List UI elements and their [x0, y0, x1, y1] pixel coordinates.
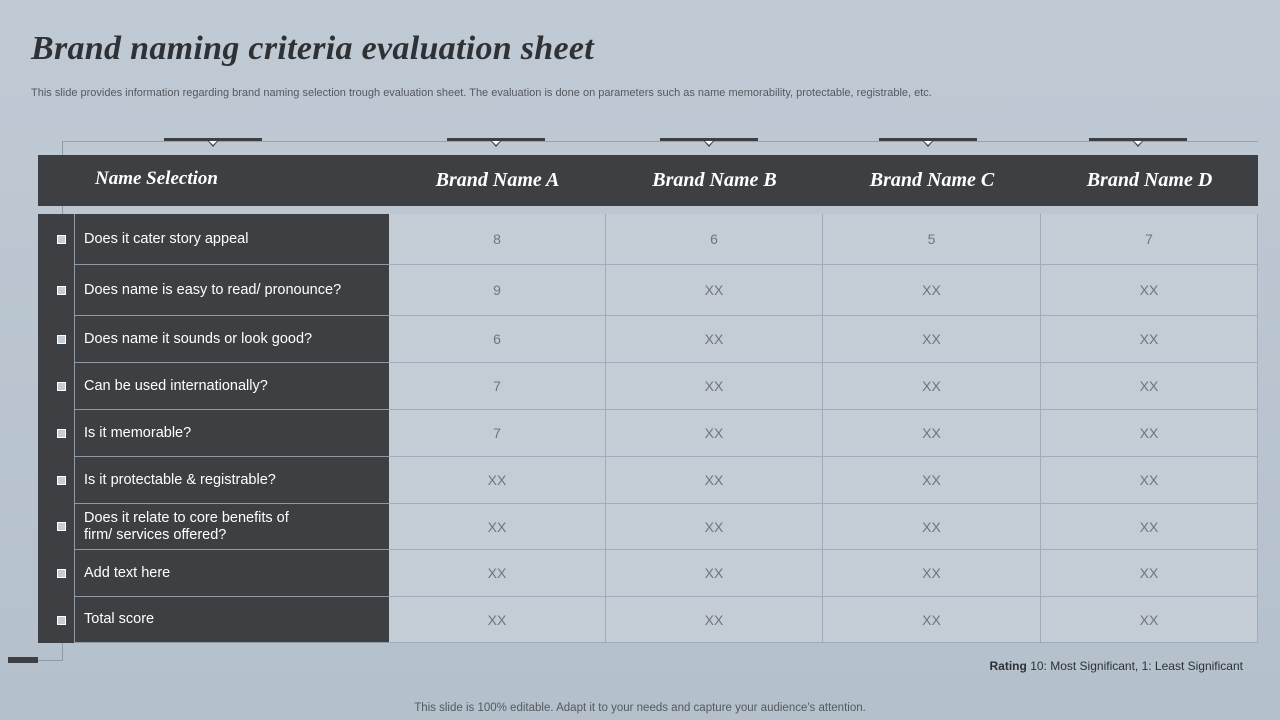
score-cell-brand-d: XX	[1041, 504, 1258, 550]
score-cell-brand-c: XX	[823, 316, 1041, 363]
connector-line-top	[62, 141, 1258, 142]
score-cell-brand-c: XX	[823, 457, 1041, 504]
table-row	[74, 597, 1258, 643]
score-cell-brand-b: XX	[606, 410, 823, 457]
score-cell-brand-b: 6	[606, 214, 823, 265]
score-cell-brand-b: XX	[606, 457, 823, 504]
score-cell-brand-a: XX	[389, 550, 606, 597]
row-bullet-icon	[57, 616, 66, 625]
criteria-label: Can be used internationally?	[74, 363, 389, 410]
column-marker-brand-b	[660, 138, 758, 141]
header-brand-b: Brand Name B	[652, 169, 777, 191]
row-bullet-icon	[57, 429, 66, 438]
score-cell-brand-a: XX	[389, 597, 606, 643]
score-cell-brand-b: XX	[606, 550, 823, 597]
score-cell-brand-a: 8	[389, 214, 606, 265]
score-cell-brand-a: 6	[389, 316, 606, 363]
marker-arrow-icon	[490, 140, 502, 147]
header-brand-a: Brand Name A	[435, 169, 560, 191]
page-title: Brand naming criteria evaluation sheet	[31, 30, 595, 67]
corner-accent-bar	[8, 657, 38, 663]
marker-arrow-icon	[703, 140, 715, 147]
criteria-label: Does name is easy to read/ pronounce?	[74, 265, 389, 316]
criteria-label: Does name it sounds or look good?	[74, 316, 389, 363]
score-cell-brand-d: XX	[1041, 457, 1258, 504]
criteria-label: Does it relate to core benefits of firm/ services offered?	[74, 504, 389, 550]
score-cell-brand-d: XX	[1041, 597, 1258, 643]
rating-text: 10: Most Significant, 1: Least Significant	[1030, 659, 1243, 673]
table-row	[74, 410, 1258, 457]
header-brand-d: Brand Name D	[1086, 169, 1213, 191]
criteria-label: Does it cater story appeal	[74, 214, 389, 265]
score-cell-brand-c: XX	[823, 597, 1041, 643]
score-cell-brand-a: 9	[389, 265, 606, 316]
score-cell-brand-d: XX	[1041, 316, 1258, 363]
column-marker-brand-c	[879, 138, 977, 141]
score-cell-brand-a: XX	[389, 504, 606, 550]
row-bullet-icon	[57, 476, 66, 485]
score-cell-brand-c: XX	[823, 265, 1041, 316]
score-cell-brand-c: 5	[823, 214, 1041, 265]
criteria-label: Is it memorable?	[74, 410, 389, 457]
score-cell-brand-d: XX	[1041, 363, 1258, 410]
header-name-selection: Name Selection	[95, 168, 218, 189]
row-bullet-icon	[57, 569, 66, 578]
score-cell-brand-b: XX	[606, 363, 823, 410]
score-cell-brand-d: XX	[1041, 410, 1258, 457]
score-cell-brand-c: XX	[823, 410, 1041, 457]
score-cell-brand-c: XX	[823, 550, 1041, 597]
criteria-label: Is it protectable & registrable?	[74, 457, 389, 504]
table-row	[74, 316, 1258, 363]
score-cell-brand-d: 7	[1041, 214, 1258, 265]
score-cell-brand-d: XX	[1041, 550, 1258, 597]
score-cell-brand-b: XX	[606, 504, 823, 550]
table-row	[74, 214, 1258, 265]
score-cell-brand-a: 7	[389, 363, 606, 410]
score-cell-brand-b: XX	[606, 265, 823, 316]
criteria-label: Total score	[74, 597, 389, 643]
criteria-label: Add text here	[74, 550, 389, 597]
score-cell-brand-a: 7	[389, 410, 606, 457]
score-cell-brand-b: XX	[606, 597, 823, 643]
connector-line-bottom	[38, 660, 63, 661]
row-bullet-icon	[57, 335, 66, 344]
score-cell-brand-a: XX	[389, 457, 606, 504]
table-row	[74, 504, 1258, 550]
column-marker-brand-a	[447, 138, 545, 141]
row-bullet-icon	[57, 382, 66, 391]
score-cell-brand-c: XX	[823, 504, 1041, 550]
page-subtitle: This slide provides information regarding brand naming selection trough evaluation sheet. The evaluation is done on parameters such as name memorability, protectable, registrable, etc.	[31, 87, 932, 99]
table-left-strip	[38, 214, 74, 643]
rating-legend	[990, 659, 1243, 673]
table-row	[74, 363, 1258, 410]
table-row	[74, 265, 1258, 316]
table-row	[74, 457, 1258, 504]
row-bullet-icon	[57, 522, 66, 531]
column-marker-brand-d	[1089, 138, 1187, 141]
column-marker-name-selection	[164, 138, 262, 141]
table-header	[38, 155, 1258, 206]
score-cell-brand-d: XX	[1041, 265, 1258, 316]
rating-label: Rating	[989, 659, 1027, 673]
marker-arrow-icon	[207, 140, 219, 147]
table-row	[74, 550, 1258, 597]
row-bullet-icon	[57, 286, 66, 295]
footer-note: This slide is 100% editable. Adapt it to your needs and capture your audience's attention.	[414, 702, 866, 714]
header-brand-c: Brand Name C	[869, 169, 995, 191]
row-bullet-icon	[57, 235, 66, 244]
marker-arrow-icon	[922, 140, 934, 147]
score-cell-brand-c: XX	[823, 363, 1041, 410]
marker-arrow-icon	[1132, 140, 1144, 147]
score-cell-brand-b: XX	[606, 316, 823, 363]
